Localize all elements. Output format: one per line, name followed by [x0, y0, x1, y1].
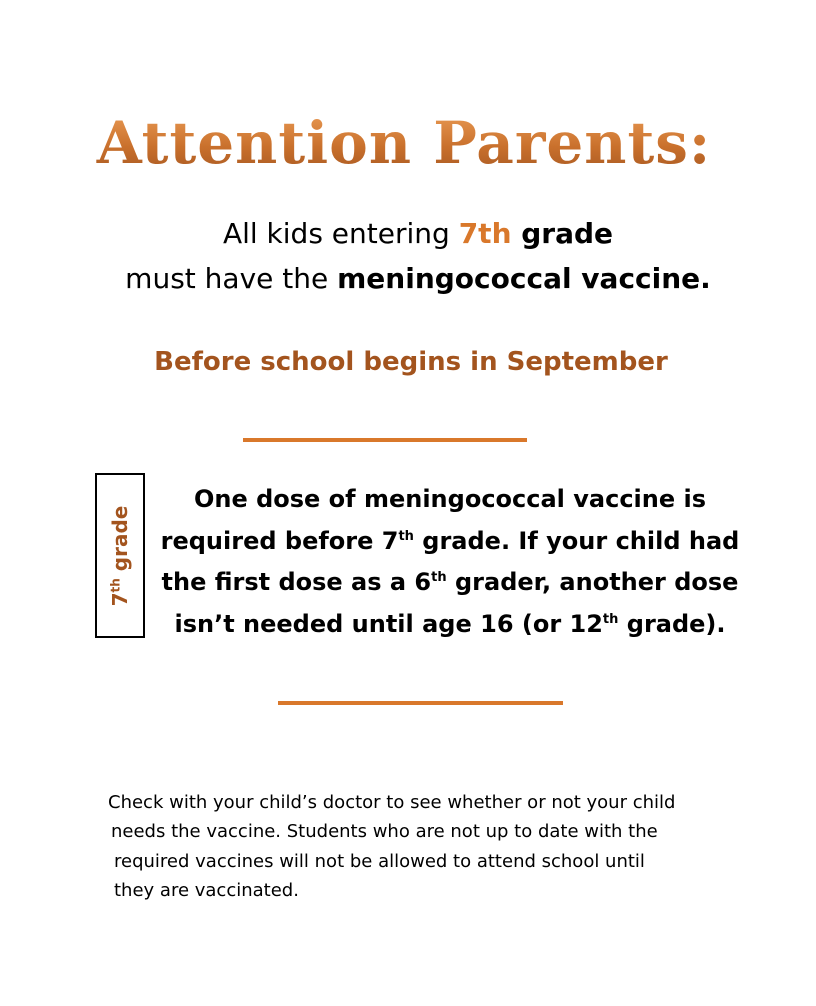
grade-side-label [108, 505, 132, 606]
divider-top [243, 438, 527, 442]
vaccine-name: meningococcal vaccine. [337, 262, 711, 295]
divider-bottom [278, 701, 563, 705]
dose-sup-1: th [398, 528, 414, 544]
deadline-text: Before school begins in September [154, 347, 668, 377]
side-label-word: grade [108, 505, 132, 578]
intro-grade-highlight: 7th [458, 217, 512, 250]
side-label-suffix: th [108, 577, 123, 592]
dose-sup-3: th [602, 611, 619, 627]
dose-part-4: grade). [618, 609, 726, 638]
dose-part-1: One dose of meningococcal vaccine is required before 7 [160, 485, 707, 555]
footer-line-2: needs the vaccine. Students who are not up to date with the [111, 821, 658, 842]
intro-line-2-text: must have the [125, 262, 338, 295]
intro-line-2 [0, 259, 816, 299]
dose-part-2: grade. If your child had the first dose as a 6 [161, 526, 740, 596]
dose-part-3: grader, another dose isn’t needed until age 16 (or 12 [174, 568, 739, 638]
intro-line-1 [0, 214, 816, 254]
grade-side-label-box [95, 473, 145, 638]
page-title: Attention Parents: [0, 104, 808, 182]
dose-requirement-text [155, 479, 745, 645]
footer-line-4: they are vaccinated. [114, 880, 299, 901]
intro-grade-word: grade [511, 217, 614, 250]
footer-line-3: required vaccines will not be allowed to attend school until [114, 851, 645, 872]
side-label-number: 7 [108, 591, 132, 606]
intro-line-1-text: All kids entering [222, 217, 459, 250]
footer-line-1: Check with your child’s doctor to see whether or not your child [108, 792, 676, 813]
dose-sup-2: th [431, 570, 447, 585]
